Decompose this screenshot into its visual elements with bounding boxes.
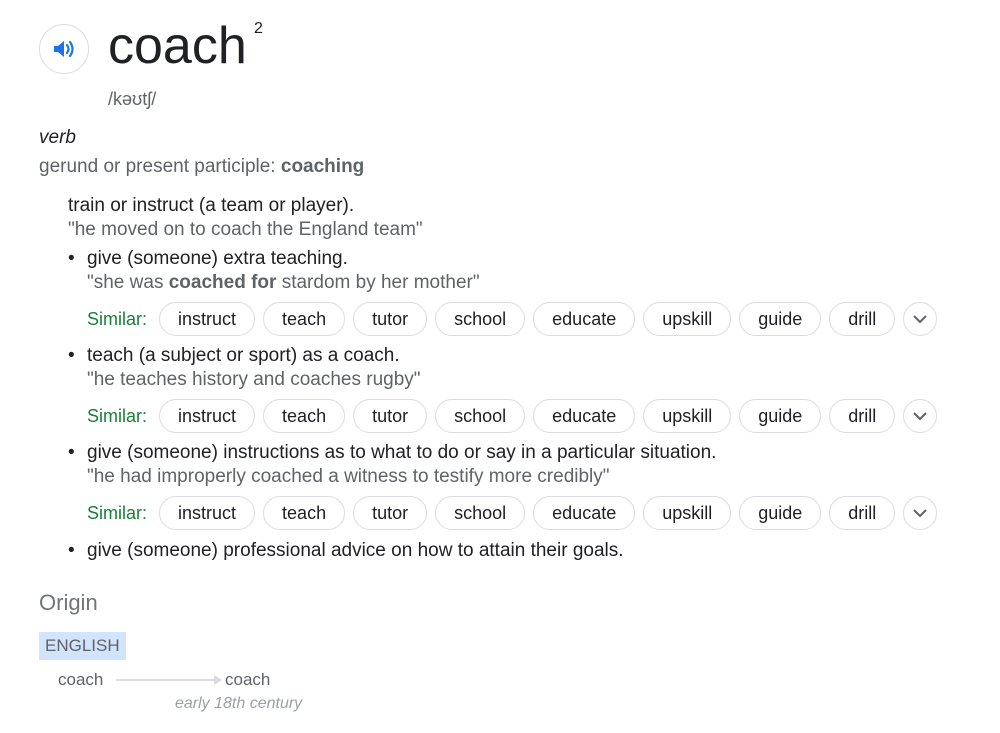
similar-words-row bbox=[87, 496, 937, 530]
similar-chip[interactable]: educate bbox=[533, 496, 635, 530]
pronunciation-speaker-button[interactable] bbox=[39, 24, 89, 74]
expand-similar-button[interactable] bbox=[903, 399, 937, 433]
expand-similar-button[interactable] bbox=[903, 496, 937, 530]
bullet: • bbox=[68, 345, 75, 366]
word-forms bbox=[39, 156, 364, 178]
part-of-speech: verb bbox=[39, 127, 76, 148]
similar-chip[interactable]: tutor bbox=[353, 496, 427, 530]
homograph-number: 2 bbox=[254, 20, 263, 37]
chevron-down-icon bbox=[913, 412, 927, 421]
similar-label: Similar: bbox=[87, 308, 148, 329]
arrow-right-icon bbox=[116, 673, 224, 687]
similar-chip[interactable]: school bbox=[435, 399, 525, 433]
similar-chip[interactable]: educate bbox=[533, 302, 635, 336]
forms-value: coaching bbox=[280, 156, 365, 177]
definition-text: give (someone) instructions as to what to do or say in a particular situation. bbox=[87, 442, 717, 463]
chevron-down-icon bbox=[913, 509, 927, 518]
similar-chip[interactable]: instruct bbox=[159, 399, 255, 433]
expand-similar-button[interactable] bbox=[903, 302, 937, 336]
main-definition bbox=[68, 194, 423, 242]
similar-label: Similar: bbox=[87, 405, 148, 426]
similar-chip[interactable]: educate bbox=[533, 399, 635, 433]
etymology-date: early 18th century bbox=[175, 695, 303, 712]
similar-chip[interactable]: tutor bbox=[353, 399, 427, 433]
definition-text: give (someone) extra teaching. bbox=[87, 248, 348, 269]
similar-chip[interactable]: instruct bbox=[159, 302, 255, 336]
example-part: stardom by her mother" bbox=[276, 272, 480, 293]
similar-chip[interactable]: teach bbox=[263, 496, 345, 530]
definition-text: train or instruct (a team or player). bbox=[68, 195, 355, 216]
similar-label: Similar: bbox=[87, 502, 148, 523]
similar-chip[interactable]: guide bbox=[739, 302, 821, 336]
similar-chip[interactable]: instruct bbox=[159, 496, 255, 530]
similar-chip[interactable]: upskill bbox=[643, 399, 731, 433]
language-badge: ENGLISH bbox=[39, 632, 126, 660]
similar-chip[interactable]: upskill bbox=[643, 496, 731, 530]
example-part: "she was bbox=[87, 272, 169, 293]
speaker-icon bbox=[51, 37, 77, 61]
similar-chip[interactable]: drill bbox=[829, 399, 895, 433]
similar-chip[interactable]: guide bbox=[739, 496, 821, 530]
similar-chip[interactable]: school bbox=[435, 496, 525, 530]
headword: coach bbox=[108, 17, 247, 75]
similar-words-row bbox=[87, 399, 937, 433]
similar-chip[interactable]: school bbox=[435, 302, 525, 336]
example-text: "he teaches history and coaches rugby" bbox=[87, 369, 421, 390]
similar-chip[interactable]: teach bbox=[263, 399, 345, 433]
phonetic-transcription: /kəʊtʃ/ bbox=[108, 89, 157, 109]
chevron-down-icon bbox=[913, 315, 927, 324]
similar-chip[interactable]: tutor bbox=[353, 302, 427, 336]
bullet: • bbox=[68, 248, 75, 269]
example-text bbox=[87, 271, 967, 295]
similar-chip[interactable]: drill bbox=[829, 496, 895, 530]
etymology-source-word: coach bbox=[58, 670, 104, 689]
etymology-target-word: coach bbox=[225, 670, 271, 689]
definition-text: give (someone) professional advice on how to attain their goals. bbox=[87, 540, 624, 561]
similar-chip[interactable]: teach bbox=[263, 302, 345, 336]
bullet: • bbox=[68, 540, 75, 561]
definition-text: teach (a subject or sport) as a coach. bbox=[87, 345, 400, 366]
example-highlight: coached for bbox=[168, 272, 277, 293]
forms-label: gerund or present participle: bbox=[39, 156, 281, 177]
bullet: • bbox=[68, 442, 75, 463]
similar-chip[interactable]: guide bbox=[739, 399, 821, 433]
similar-words-row bbox=[87, 302, 937, 336]
similar-chip[interactable]: upskill bbox=[643, 302, 731, 336]
example-text: "he had improperly coached a witness to testify more credibly" bbox=[87, 466, 610, 487]
origin-heading: Origin bbox=[39, 590, 98, 615]
similar-chip[interactable]: drill bbox=[829, 302, 895, 336]
example-text: "he moved on to coach the England team" bbox=[68, 219, 423, 240]
